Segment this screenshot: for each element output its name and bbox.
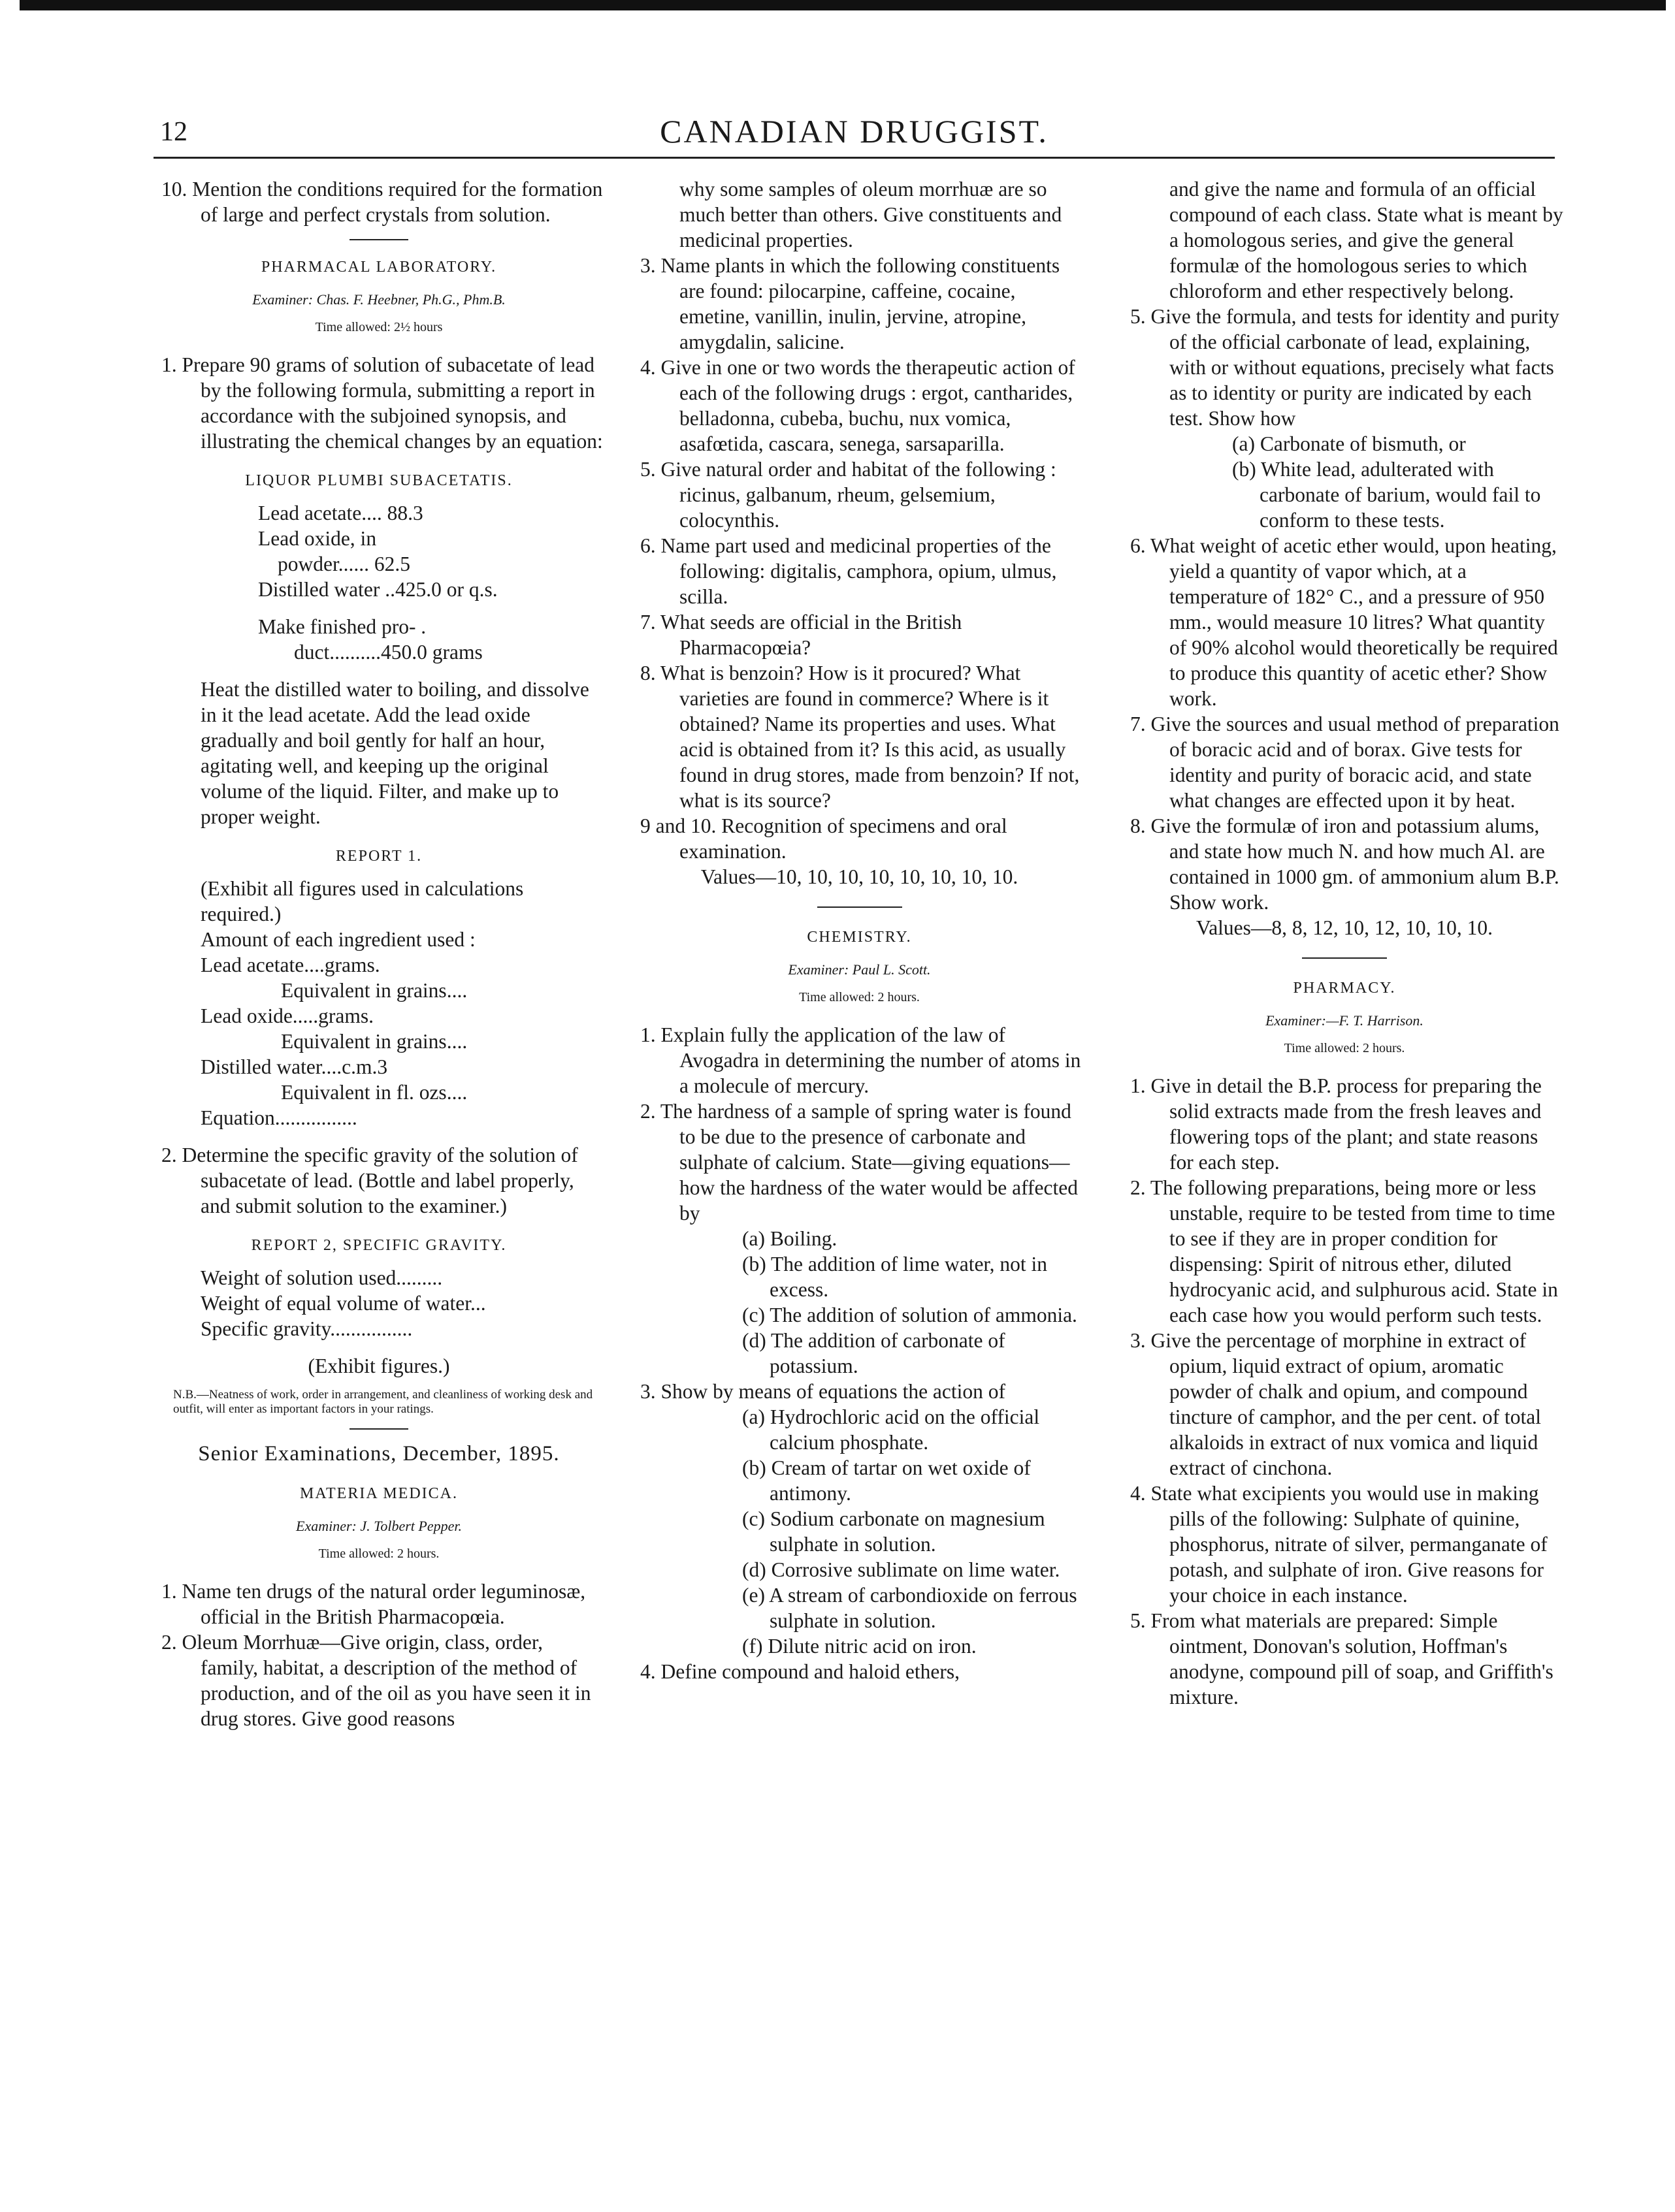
chem-question-6: 6. What weight of acetic ether would, upon heating, yield a quantity of vapor which, at a temperature of 182° C., and a pressure of 950 mm., would measure 10 litres? What quantity of 90% alcohol would theoretically be required to produce this quantity of acetic ether? Show work. xyxy=(1130,534,1558,710)
sub-item: (c) The addition of solution of ammonia. xyxy=(742,1304,1077,1326)
chem-question-1: 1. Explain fully the application of the law of Avogadra in determining the number of atoms in a molecule of mercury. xyxy=(640,1023,1081,1097)
chem-question-2: 2. The hardness of a sample of spring water is found to be due to the presence of carbonate and sulphate of calcium. State—giving equations—how the hardness of the water would be affected by xyxy=(640,1100,1078,1225)
section-heading-chemistry: CHEMISTRY. xyxy=(807,929,912,946)
mm-question-2-continued: why some samples of oleum morrhuæ are so much better than others. Give constituents and medicinal properties. xyxy=(679,178,1062,251)
column-2 xyxy=(632,176,1086,1684)
examiner-line: Examiner:—F. T. Harrison. xyxy=(1265,1012,1423,1029)
report-line: Specific gravity................ xyxy=(201,1317,413,1340)
section-heading-laboratory: PHARMACAL LABORATORY. xyxy=(261,259,497,276)
formula-line: powder...... 62.5 xyxy=(278,553,410,575)
mm-question-5: 5. Give natural order and habitat of the following : ricinus, galbanum, rheum, gelsemium, colocynthis. xyxy=(640,458,1056,532)
chem-question-5: 5. Give the formula, and tests for identity and purity of the official carbonate of lead, explaining, with or without equations, precisely what facts as to identity or purity are indicated by each test. Show how xyxy=(1130,305,1559,430)
report-line: Lead acetate....grams. xyxy=(201,954,380,976)
nota-bene: N.B.—Neatness of work, order in arrangement, and cleanliness of working desk and outfit, will enter as important factors in your ratings. xyxy=(173,1388,593,1416)
sub-item: (f) Dilute nitric acid on iron. xyxy=(742,1635,977,1658)
mm-question-4: 4. Give in one or two words the therapeutic action of each of the following drugs : ergot, cantharides, belladonna, cubeba, buchu, nux vomica, asafœtida, cascara, senega, sarsaparilla. xyxy=(640,356,1075,455)
exhibit-figures: (Exhibit figures.) xyxy=(308,1354,450,1377)
chem-question-4-continued: and give the name and formula of an official compound of each class. State what is meant by a homologous series, and give the general formulæ of the homologous series to which chloroform and ether respectively belong. xyxy=(1169,178,1563,302)
chem-question-8: 8. Give the formulæ of iron and potassium alums, and state how much N. and how much Al. are contained in 1000 gm. of ammonium alum B.P. Show work. xyxy=(1130,814,1559,914)
report-line: Distilled water....c.m.3 xyxy=(201,1055,388,1078)
formula-heading: LIQUOR PLUMBI SUBACETATIS. xyxy=(245,472,513,489)
mm-question-3: 3. Name plants in which the following constituents are found: pilocarpine, caffeine, cocaine, emetine, vanillin, inulin, jervine, atropine, amygdalin, salicine. xyxy=(640,254,1060,353)
mm-question-6: 6. Name part used and medicinal properties of the following: digitalis, camphora, opium, ulmus, scilla. xyxy=(640,534,1057,608)
page-number: 12 xyxy=(160,117,187,147)
pharmacy-question-1: 1. Give in detail the B.P. process for preparing the solid extracts made from the fresh leaves and flowering tops of the plant; and state reasons for each step. xyxy=(1130,1074,1542,1174)
mm-question-1: 1. Name ten drugs of the natural order leguminosæ, official in the British Pharmacopœia. xyxy=(161,1580,586,1628)
mm-question-9-10: 9 and 10. Recognition of specimens and oral examination. xyxy=(640,814,1007,863)
report-line: Weight of solution used......... xyxy=(201,1266,443,1289)
report-2-heading: REPORT 2, SPECIFIC GRAVITY. xyxy=(251,1237,507,1254)
pharmacy-question-4: 4. State what excipients you would use in making pills of the following: Sulphate of quinine, phosphorus, nitrate of silver, permanganate of potash, and sulphate of iron. Give reasons for your choice in each instance. xyxy=(1130,1482,1548,1607)
chem-question-7: 7. Give the sources and usual method of preparation of boracic acid and of borax. Give tests for identity and purity of boracic acid, and state what changes are effected upon it by heat. xyxy=(1130,713,1559,812)
mm-question-2: 2. Oleum Morrhuæ—Give origin, class, order, family, habitat, a description of the method of production, and of the oil as you have seen it in drug stores. Give good reasons xyxy=(161,1631,591,1730)
chem-question-3: 3. Show by means of equations the action of xyxy=(640,1380,1006,1403)
sub-item: (b) The addition of lime water, not in excess. xyxy=(742,1253,1048,1301)
report-line: Weight of equal volume of water... xyxy=(201,1292,486,1315)
report-line: Equation................ xyxy=(201,1106,357,1129)
report-1-heading: REPORT 1. xyxy=(335,848,423,865)
report-line: Lead oxide.....grams. xyxy=(201,1004,374,1027)
chem-question-4: 4. Define compound and haloid ethers, xyxy=(640,1660,960,1683)
sub-item: (d) The addition of carbonate of potassium. xyxy=(742,1329,1005,1377)
sub-item: (a) Hydrochloric acid on the official calcium phosphate. xyxy=(742,1405,1040,1454)
sub-item: (c) Sodium carbonate on magnesium sulphate in solution. xyxy=(742,1507,1045,1556)
mm-question-8: 8. What is benzoin? How is it procured? What varieties are found in commerce? Where is it obtained? Name its properties and uses. What acid is obtained from it? Is this acid, as usually found in drug stores, made from benzoin? If not, what is its source? xyxy=(640,662,1080,812)
formula-block xyxy=(154,500,604,665)
report-line: (Exhibit all figures used in calculations required.) xyxy=(201,877,524,925)
divider xyxy=(1302,957,1387,959)
journal-title: CANADIAN DRUGGIST. xyxy=(660,113,1049,150)
senior-examinations-heading: Senior Examinations, December, 1895. xyxy=(198,1442,560,1466)
pharmacy-question-3: 3. Give the percentage of morphine in extract of opium, liquid extract of opium, aromatic powder of chalk and opium, and compound tincture of camphor, and the per cent. of total alkaloids in extract of nux vomica and liquid extract of cinchona. xyxy=(1130,1329,1542,1479)
section-heading-materia-medica: MATERIA MEDICA. xyxy=(299,1485,458,1502)
question-10: 10. Mention the conditions required for the formation of large and perfect crystals from solution. xyxy=(161,178,603,226)
lab-question-1: 1. Prepare 90 grams of solution of subacetate of lead by the following formula, submitting a report in accordance with the subjoined synopsis, and illustrating the chemical changes by an equation: xyxy=(161,353,603,453)
sub-item: (a) Carbonate of bismuth, or xyxy=(1232,432,1466,455)
report-line: Equivalent in grains.... xyxy=(281,979,468,1002)
sub-item: (a) Boiling. xyxy=(742,1227,838,1250)
sub-item: (b) White lead, adulterated with carbonate of barium, would fail to conform to these tests. xyxy=(1232,458,1541,532)
directions-paragraph: Heat the distilled water to boiling, and dissolve in it the lead acetate. Add the lead oxide gradually and boil gently for half an hour, agitating well, and keeping up the original volume of the liquid. Filter, and make up to proper weight. xyxy=(201,678,589,828)
sub-item: (b) Cream of tartar on wet oxide of antimony. xyxy=(742,1456,1031,1505)
examiner-line: Examiner: J. Tolbert Pepper. xyxy=(296,1518,462,1534)
time-allowed: Time allowed: 2 hours. xyxy=(799,990,920,1004)
divider xyxy=(817,906,902,908)
report-line: Equivalent in grains.... xyxy=(281,1030,468,1053)
lab-question-2: 2. Determine the specific gravity of the solution of subacetate of lead. (Bottle and label properly, and submit solution to the examiner.) xyxy=(161,1144,578,1217)
pharmacy-question-2: 2. The following preparations, being more or less unstable, require to be tested from time to time to see if they are in proper condition for dispensing: Spirit of nitrous ether, diluted hydrocyanic acid, and sulphurous acid. State in each case how you would perform such tests. xyxy=(1130,1176,1558,1326)
column-1 xyxy=(154,176,604,1731)
time-allowed: Time allowed: 2 hours. xyxy=(1284,1041,1405,1055)
sub-item: (d) Corrosive sublimate on lime water. xyxy=(742,1558,1060,1581)
time-allowed: Time allowed: 2 hours. xyxy=(318,1547,440,1561)
mm-question-7: 7. What seeds are official in the British Pharmacopœia? xyxy=(640,611,962,659)
values-line: Values—10, 10, 10, 10, 10, 10, 10, 10. xyxy=(700,865,1018,888)
column-3 xyxy=(1122,176,1567,1710)
top-border xyxy=(20,0,1666,10)
formula-line: Make finished pro- . xyxy=(258,615,427,638)
examiner-line: Examiner: Chas. F. Heebner, Ph.G., Phm.B. xyxy=(252,291,506,308)
formula-line: duct..........450.0 grams xyxy=(294,641,483,664)
formula-line: Lead oxide, in xyxy=(258,527,377,550)
report-line: Amount of each ingredient used : xyxy=(201,928,476,951)
divider xyxy=(350,239,408,240)
report-line: Equivalent in fl. ozs.... xyxy=(281,1081,468,1104)
divider xyxy=(350,1428,408,1430)
sub-item: (e) A stream of carbondioxide on ferrous sulphate in solution. xyxy=(742,1584,1077,1632)
section-heading-pharmacy: PHARMACY. xyxy=(1293,980,1396,997)
time-allowed: Time allowed: 2½ hours xyxy=(315,320,443,334)
pharmacy-question-5: 5. From what materials are prepared: Simple ointment, Donovan's solution, Hoffman's anodyne, compound pill of soap, and Griffith's mixture. xyxy=(1130,1609,1553,1708)
formula-line: Distilled water ..425.0 or q.s. xyxy=(258,578,498,601)
page-header xyxy=(154,111,1555,159)
formula-line: Lead acetate.... 88.3 xyxy=(258,502,423,524)
values-line: Values—8, 8, 12, 10, 12, 10, 10, 10. xyxy=(1195,916,1493,939)
examiner-line: Examiner: Paul L. Scott. xyxy=(788,961,931,978)
